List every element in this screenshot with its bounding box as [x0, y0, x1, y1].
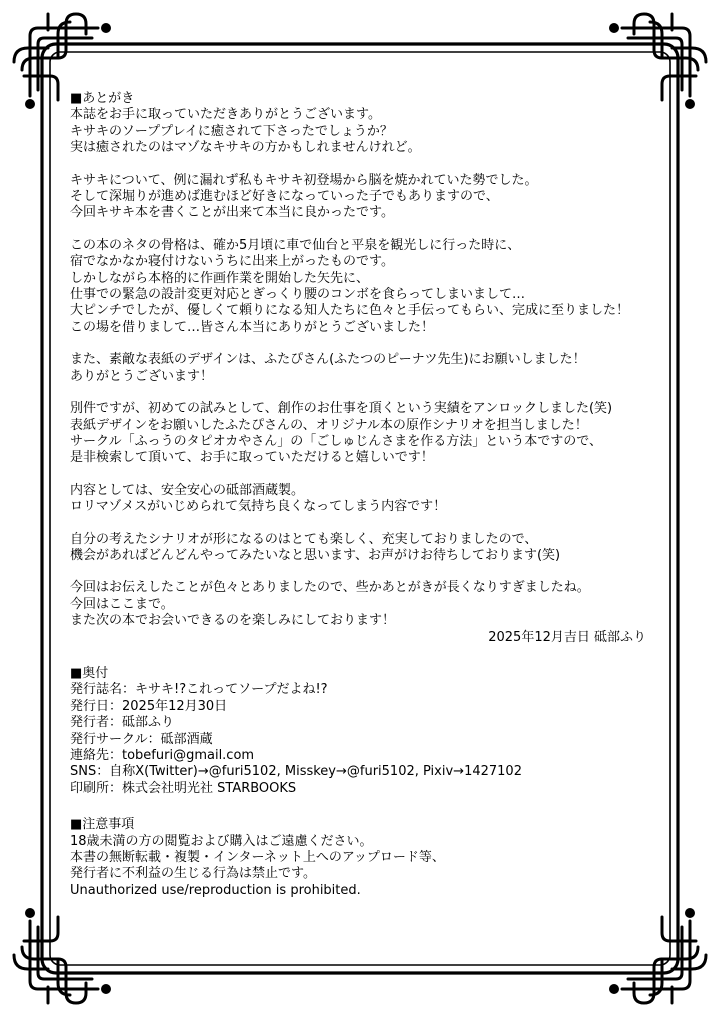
notes-section: [70, 817, 660, 899]
text-line: しかしながら本格的に作画作業を開始した矢先に、: [70, 270, 370, 286]
text-line: 大ピンチでしたが、優しくて頼りになる知人たちに色々と手伝ってもらい、完成に至りました！: [70, 303, 630, 319]
notes-line: 本書の無断転載・複製・インターネット上へのアップロード等、: [70, 850, 445, 866]
afterword-paragraph: [70, 107, 660, 156]
text-line: 仕事での緊急の設計変更対応とぎっくり腰のコンボを食らってしまいまして…: [70, 287, 526, 303]
page-content: [70, 91, 660, 899]
text-line: 内容としては、安全安心の砥部酒蔵製。: [70, 482, 305, 498]
colophon-publisher: 発行者：砥部ふり: [70, 715, 175, 731]
text-line: ロリマゾメスがいじめられて気持ち良くなってしまう内容です！: [70, 499, 447, 515]
afterword-paragraph: [70, 238, 660, 336]
text-line: 今回はここまで。: [70, 596, 174, 612]
text-line: キサキについて、例に漏れず私もキサキ初登場から脳を焼かれていた勢でした。: [70, 172, 538, 188]
afterword-signature: 2025年12月吉日 砥部ふり: [488, 629, 646, 645]
notes-line: 18歳未満の方の閲覧および購入はご遠慮ください。: [70, 833, 373, 849]
text-line: そして深堀りが進めば進むほど好きになっていった子でもありますので、: [70, 189, 499, 205]
notes-line: 発行者に不利益の生じる行為は禁止です。: [70, 866, 316, 882]
colophon-title: 発行誌名：キサキ!?これってソープだよね!?: [70, 682, 328, 698]
afterword-paragraph: [70, 483, 660, 516]
text-line: 今回キサキ本を書くことが出来て本当に良かったです。: [70, 205, 394, 221]
colophon-circle: 発行サークル：砥部酒蔵: [70, 731, 213, 747]
text-line: 機会があればどんどんやってみたいなと思います、お声がけお待ちしております(笑): [70, 547, 561, 563]
text-line: ありがとうございます！: [70, 368, 214, 384]
text-line: 実は癒されたのはマゾなキサキの方かもしれませんけれど。: [70, 140, 421, 156]
text-line: 今回はお伝えしたことが色々とありましたので、些かあとがきが長くなりすぎましたね。: [70, 580, 590, 596]
colophon-sns: SNS：自称X(Twitter)→@furi5102, Misskey→@furi5102, Pixiv→1427102: [70, 764, 522, 780]
text-line: 本誌をお手に取っていただきありがとうございます。: [70, 107, 381, 123]
colophon-date: 発行日：2025年12月30日: [70, 698, 228, 714]
afterword-paragraph: [70, 532, 660, 565]
text-line: 宿でなかなか寝付けないうちに出来上がったものです。: [70, 254, 394, 270]
colophon-heading: ■奥付: [70, 665, 109, 681]
text-line: サークル「ふっうのタピオカやさん」の「ごしゅじんさまを作る方法」という本ですので、: [70, 433, 602, 449]
afterword-section: [70, 91, 660, 646]
colophon-printer: 印刷所：株式会社明光社 STARBOOKS: [70, 780, 297, 796]
colophon-contact: 連絡先：tobefuri@gmail.com: [70, 748, 255, 763]
text-line: 自分の考えたシナリオが形になるのはとても楽しく、充実しておりましたので、: [70, 531, 538, 547]
text-line: また、素敵な表紙のデザインは、ふたぴさん(ふたつのピーナツ先生)にお願いしました！: [70, 352, 586, 368]
notes-heading: ■注意事項: [70, 817, 135, 833]
text-line: この場を借りまして…皆さん本当にありがとうございました！: [70, 319, 435, 335]
notes-line: Unauthorized use/reproduction is prohibited.: [70, 882, 361, 898]
afterword-paragraph: [70, 173, 660, 222]
afterword-paragraph: [70, 580, 660, 629]
colophon-section: [70, 666, 660, 797]
text-line: 是非検索して頂いて、お手に取っていただけると嬉しいです！: [70, 450, 434, 466]
text-line: 表紙デザインをお願いしたふたぴさんの、オリジナル本の原作シナリオを担当しました！: [70, 417, 588, 433]
afterword-heading: ■あとがき: [70, 91, 135, 106]
text-line: キサキのソーププレイに癒されて下さったでしょうか？: [70, 123, 393, 139]
text-line: 別件ですが、初めての試みとして、創作のお仕事を頂くという実績をアンロックしました(笑): [70, 401, 613, 417]
afterword-paragraph: [70, 401, 660, 467]
afterword-paragraph: [70, 352, 660, 385]
text-line: この本のネタの骨格は、確か5月頃に車で仙台と平泉を観光しに行った時に、: [70, 237, 521, 253]
text-line: また次の本でお会いできるのを楽しみにしております！: [70, 613, 396, 629]
